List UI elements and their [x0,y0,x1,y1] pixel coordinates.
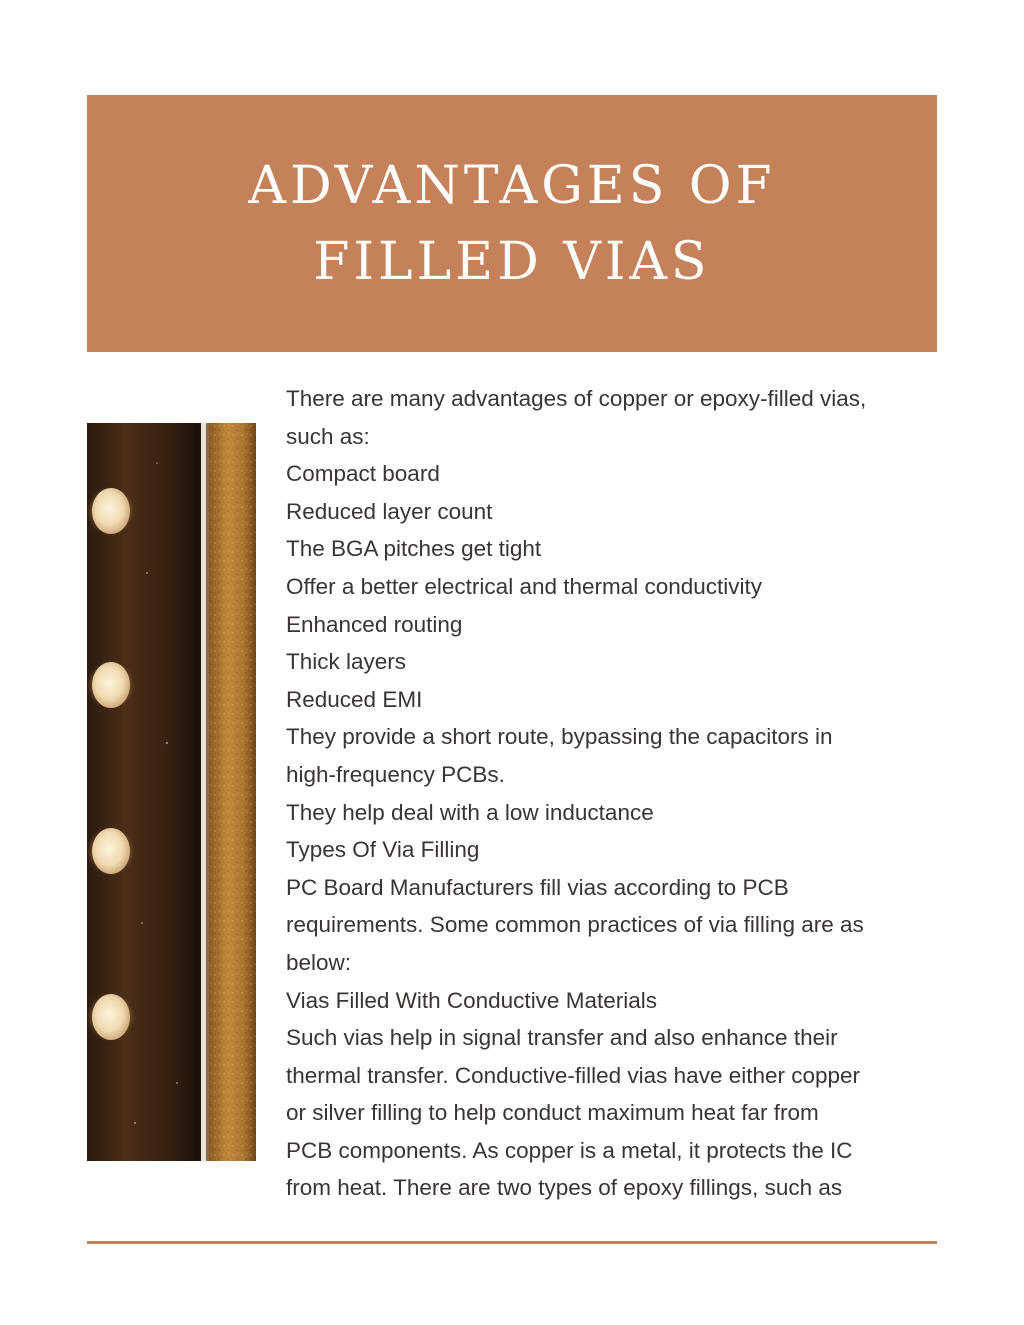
body-line: They help deal with a low inductance [286,799,654,825]
body-line: high-frequency PCBs. [286,761,505,787]
body-line: Offer a better electrical and thermal conductivity [286,573,763,599]
body-text [286,380,946,1207]
body-line: below: [286,949,352,975]
pcb-vias-photo [87,423,256,1161]
body-line: Reduced layer count [286,498,493,524]
title-banner [87,95,937,352]
body-line: from heat. There are two types of epoxy fillings, such as [286,1175,843,1201]
page-title-line-1: ADVANTAGES OF [248,155,776,216]
body-line: Vias Filled With Conductive Materials [286,987,657,1013]
body-line: PCB components. As copper is a metal, it protects the IC [286,1137,853,1163]
body-line: Types Of Via Filling [286,837,480,863]
body-line: Reduced EMI [286,686,423,712]
body-line: There are many advantages of copper or epoxy-filled vias, [286,386,867,411]
body-line: thermal transfer. Conductive-filled vias have either copper [286,1062,861,1088]
page-title-line-2: FILLED VIAS [313,231,711,292]
body-line: or silver filling to help conduct maximum heat far from [286,1100,819,1126]
body-line: such as: [286,423,370,449]
bottom-divider [87,1241,937,1244]
body-line: Such vias help in signal transfer and also enhance their [286,1025,838,1051]
body-line: requirements. Some common practices of via filling are as [286,912,864,938]
body-line: Compact board [286,461,440,487]
body-line: PC Board Manufacturers fill vias according to PCB [286,874,789,900]
body-line: The BGA pitches get tight [286,536,542,562]
body-line: Thick layers [286,649,407,675]
body-line: They provide a short route, bypassing the capacitors in [286,724,833,750]
body-line: Enhanced routing [286,611,463,637]
